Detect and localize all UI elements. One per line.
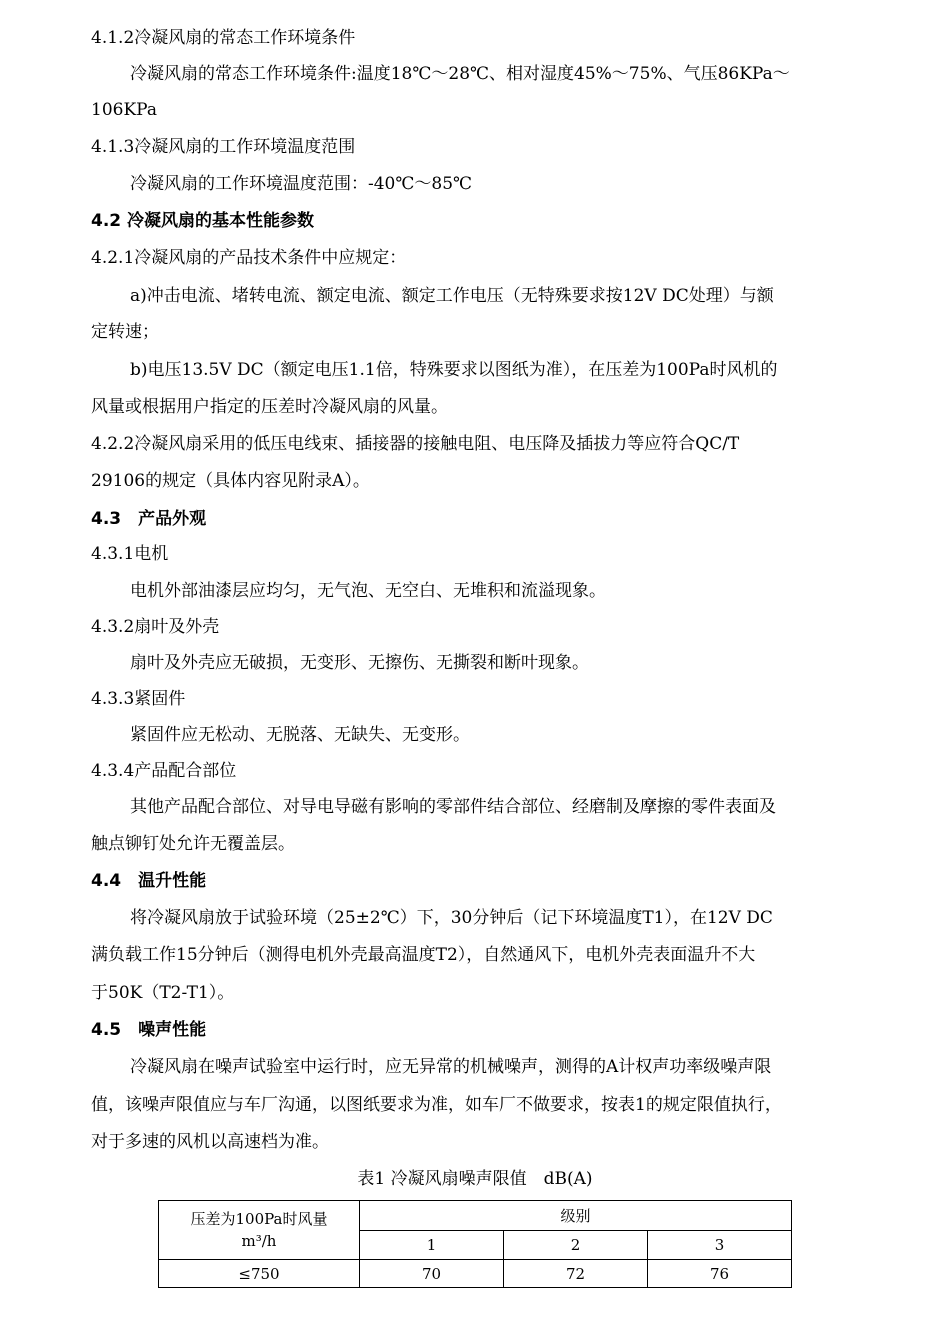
paragraph-line: 冷凝风扇的常态工作环境条件:温度18℃～28℃、相对湿度45%～75%、气压86KPa～ [130,64,790,84]
section-heading-4-4: 4.4 温升性能 [91,871,207,891]
paragraph-line: 将冷凝风扇放于试验环境（25±2℃）下，30分钟后（记下环境温度T1），在12V DC [130,908,773,928]
heading-4-3-3: 4.3.3紧固件 [91,689,186,709]
heading-4-2-1: 4.2.1冷凝风扇的产品技术条件中应规定： [91,248,407,268]
heading-4-2-2: 4.2.2冷凝风扇采用的低压电线束、插接器的接触电阻、电压降及插拔力等应符合QC/T [91,434,740,454]
paragraph-line: 风量或根据用户指定的压差时冷凝风扇的风量。 [91,397,448,417]
paragraph-line: 冷凝风扇在噪声试验室中运行时，应无异常的机械噪声，测得的A计权声功率级噪声限 [130,1057,772,1077]
heading-4-3-1: 4.3.1电机 [91,544,169,564]
paragraph-line: 其他产品配合部位、对导电导磁有影响的零部件结合部位、经磨制及摩擦的零件表面及 [130,797,776,817]
paragraph-line: 扇叶及外壳应无破损，无变形、无擦伤、无撕裂和断叶现象。 [130,653,589,673]
list-item-a: a)冲击电流、堵转电流、额定电流、额定工作电压（无特殊要求按12V DC处理）与额 [130,286,774,306]
heading-4-1-2: 4.1.2冷凝风扇的常态工作环境条件 [91,28,356,48]
paragraph-line: 电机外部油漆层应均匀，无气泡、无空白、无堆积和流溢现象。 [130,581,606,601]
paragraph-line: 于50K（T2-T1）。 [91,983,235,1003]
paragraph-line: 紧固件应无松动、无脱落、无缺失、无变形。 [130,725,470,745]
paragraph-line: 值，该噪声限值应与车厂沟通，以图纸要求为准，如车厂不做要求，按表1的规定限值执行， [91,1095,782,1115]
airflow-header-label: 压差为100Pa时风量 [190,1210,328,1228]
paragraph-line: 定转速； [91,322,159,342]
level-header-1: 1 [360,1230,504,1260]
section-heading-4-2: 4.2 冷凝风扇的基本性能参数 [91,211,315,231]
paragraph-line: 29106的规定（具体内容见附录A）。 [91,471,370,491]
value-cell-level-2: 72 [504,1260,648,1288]
list-item-b: b)电压13.5V DC（额定电压1.1倍，特殊要求以图纸为准），在压差为100Pa时风机的 [130,360,778,380]
table-row [159,1260,792,1288]
level-header-2: 2 [504,1230,648,1260]
section-heading-4-5: 4.5 噪声性能 [91,1020,207,1040]
paragraph-line: 冷凝风扇的工作环境温度范围：-40℃～85℃ [130,174,473,194]
paragraph-line: 对于多速的风机以高速档为准。 [91,1132,329,1152]
value-cell-level-3: 76 [648,1260,792,1288]
heading-4-3-2: 4.3.2扇叶及外壳 [91,617,220,637]
value-cell-level-1: 70 [360,1260,504,1288]
heading-4-1-3: 4.1.3冷凝风扇的工作环境温度范围 [91,137,356,157]
paragraph-line: 106KPa [91,100,157,120]
paragraph-line: 触点铆钉处允许无覆盖层。 [91,834,295,854]
row-label-cell: ≤750 [159,1260,360,1288]
level-group-header: 级别 [360,1201,792,1231]
airflow-header-cell [159,1201,360,1260]
paragraph-line: 满负载工作15分钟后（测得电机外壳最高温度T2），自然通风下，电机外壳表面温升不大 [91,945,756,965]
level-header-3: 3 [648,1230,792,1260]
section-heading-4-3: 4.3 产品外观 [91,509,207,529]
airflow-unit-label: m³/h [241,1232,277,1250]
table-caption: 表1 冷凝风扇噪声限值 dB(A) [357,1169,593,1189]
heading-4-3-4: 4.3.4产品配合部位 [91,761,237,781]
noise-limit-table [158,1200,792,1288]
